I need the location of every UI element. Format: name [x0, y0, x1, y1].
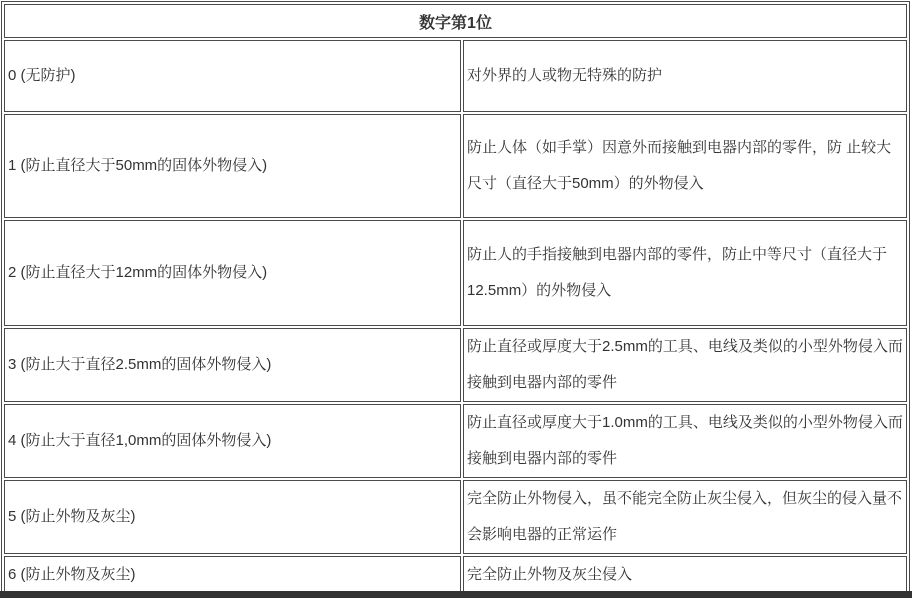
level-cell: 3 (防止大于直径2.5mm的固体外物侵入)	[4, 328, 461, 402]
table-row	[4, 404, 907, 478]
table-row	[4, 114, 907, 218]
description-cell: 对外界的人或物无特殊的防护	[463, 40, 907, 112]
level-cell: 6 (防止外物及灰尘)	[4, 556, 461, 594]
description-cell: 防止直径或厚度大于1.0mm的工具、电线及类似的小型外物侵入而接触到电器内部的零件	[463, 404, 907, 478]
description-cell: 防止人的手指接触到电器内部的零件，防止中等尺寸（直径大于12.5mm）的外物侵入	[463, 220, 907, 326]
description-cell: 防止人体（如手掌）因意外而接触到电器内部的零件，防 止较大尺寸（直径大于50mm）的外物侵入	[463, 114, 907, 218]
level-cell: 5 (防止外物及灰尘)	[4, 480, 461, 554]
level-cell: 2 (防止直径大于12mm的固体外物侵入)	[4, 220, 461, 326]
level-cell: 0 (无防护)	[4, 40, 461, 112]
table-row	[4, 40, 907, 112]
table-row	[4, 328, 907, 402]
next-table-top-edge	[0, 591, 912, 598]
description-cell: 完全防止外物及灰尘侵入	[463, 556, 907, 594]
table-header-row	[4, 4, 907, 38]
ip-first-digit-table	[1, 1, 910, 597]
table-row	[4, 480, 907, 554]
level-cell: 1 (防止直径大于50mm的固体外物侵入)	[4, 114, 461, 218]
table-row	[4, 556, 907, 594]
table-row	[4, 220, 907, 326]
description-cell: 防止直径或厚度大于2.5mm的工具、电线及类似的小型外物侵入而接触到电器内部的零件	[463, 328, 907, 402]
description-cell: 完全防止外物侵入，虽不能完全防止灰尘侵入，但灰尘的侵入量不会影响电器的正常运作	[463, 480, 907, 554]
table-title: 数字第1位	[4, 4, 907, 38]
level-cell: 4 (防止大于直径1,0mm的固体外物侵入)	[4, 404, 461, 478]
